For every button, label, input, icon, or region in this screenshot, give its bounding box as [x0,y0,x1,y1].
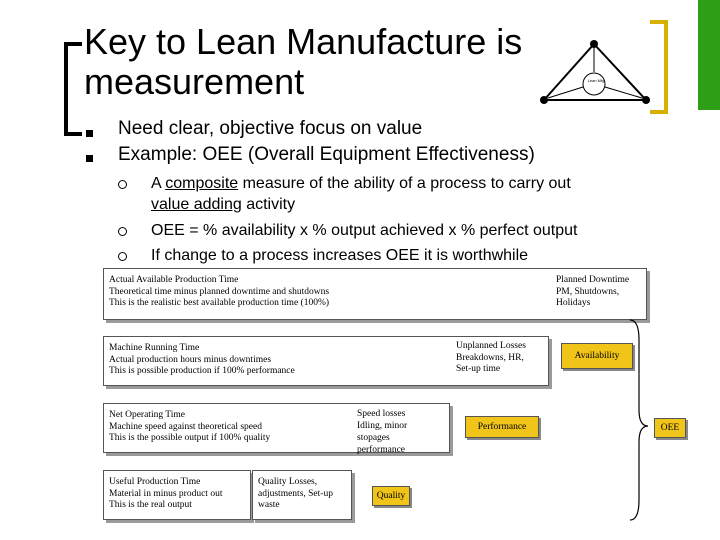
unplanned-losses-line: Set-up time [456,364,501,374]
box-line: Theoretical time minus planned downtime and shutdowns [109,286,330,297]
availability-box: Availability [561,343,633,369]
subbullet-marker [118,180,127,189]
subbullet-1 [151,173,651,215]
box-line: Net Operating Time [109,410,185,420]
subbullet-2: OEE = % availability x % output achieved x % perfect output [151,222,578,239]
box-line: This is the real output [109,500,192,510]
composite-underlined: composite [165,175,239,192]
oee-brace [628,318,650,522]
bullet-marker [86,155,93,162]
box-line: This is the realistic best available production time (100%) [109,298,330,308]
speed-losses-line: Speed losses [357,409,406,419]
bullet-marker [86,130,93,137]
speed-losses-line: stopages [357,433,390,443]
box-line: Machine Running Time [109,343,200,353]
bullet-1: Need clear, objective focus on value [118,118,423,139]
box-line: Machine speed against theoretical speed [109,421,262,432]
useful-production-time-box [103,470,251,520]
subbullet-1-text: measure of the ability of a process to carry out [238,175,571,192]
left-bracket [64,42,82,136]
speed-losses-line: performance [357,445,405,455]
box-line: Actual production hours minus downtimes [109,354,272,365]
subbullet-marker [118,252,127,261]
planned-downtime-label: Planned Downtime [556,275,630,285]
box-line: Useful Production Time [109,477,201,487]
quality-losses-line: adjustments, Set-up [258,488,333,499]
quality-losses-box [252,470,352,520]
slide-title: Key to Lean Manufacture is measurement [84,21,523,102]
subbullet-3: If change to a process increases OEE it is worthwhile [151,247,529,264]
machine-running-time-box [103,336,549,386]
quality-losses-line: waste [258,500,280,510]
bullet-2: Example: OEE (Overall Equipment Effectiveness) [118,144,535,165]
quality-losses-label: Quality Losses, [258,477,318,487]
box-line: This is possible production if 100% performance [109,366,295,376]
performance-box: Performance [465,416,539,438]
planned-downtime-line: PM, Shutdowns, [556,286,620,297]
oee-box: OEE [654,418,686,438]
unplanned-losses-line: Breakdowns, HR, [456,352,524,363]
quality-box: Quality [372,486,410,506]
value-adding-underlined: value adding [151,196,242,213]
subbullet-1-text: A [151,175,166,192]
box-line: This is the possible output if 100% quality [109,433,271,443]
box-line: Actual Available Production Time [109,275,239,285]
actual-available-time-box [103,268,647,320]
box-line: Material in minus product out [109,488,223,499]
subbullet-1-text: activity [241,196,296,213]
speed-losses-line: Idling, minor [357,421,408,431]
unplanned-losses-label: Unplanned Losses [456,341,526,351]
logo-text: Lean Mfg [587,78,605,83]
speed-losses-label [357,408,407,456]
subbullet-marker [118,227,127,236]
planned-downtime-line: Holidays [556,298,591,308]
green-accent-bar [698,0,720,110]
